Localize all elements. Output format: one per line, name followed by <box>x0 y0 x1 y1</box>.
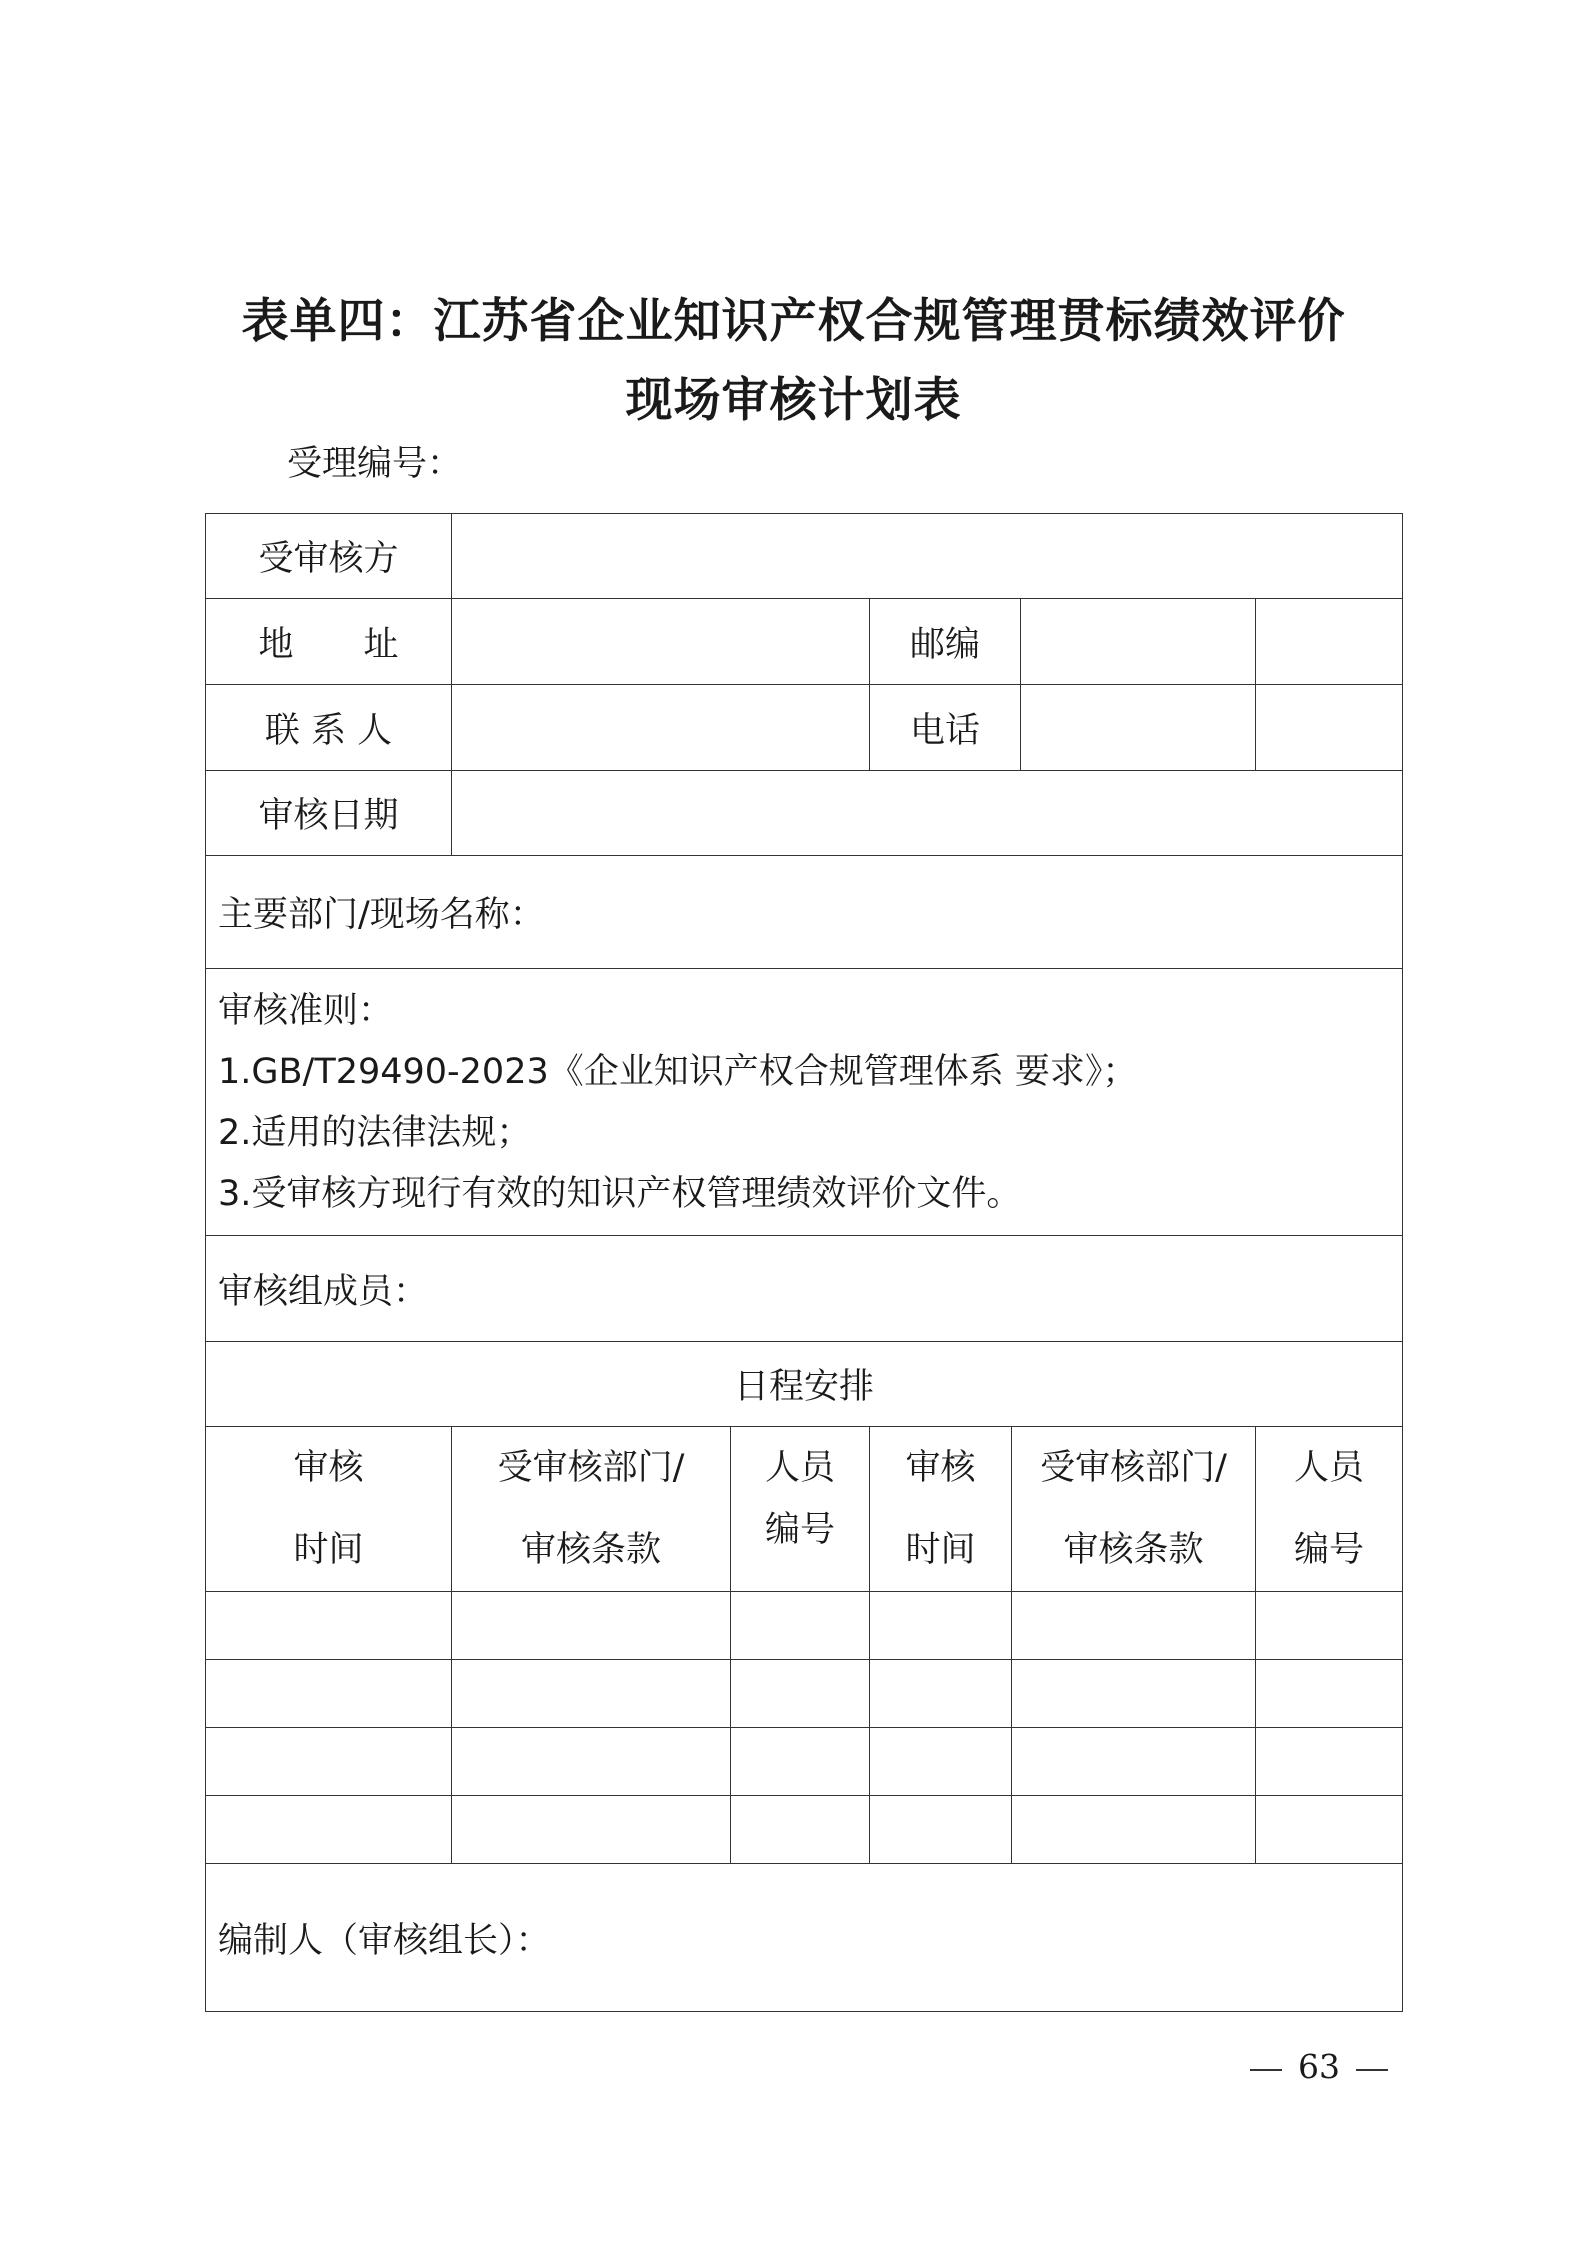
page-number-dash-left <box>1250 2069 1282 2071</box>
address-value[interactable] <box>452 599 870 685</box>
auditee-value[interactable] <box>452 514 1403 599</box>
table-cell[interactable] <box>1012 1660 1256 1728</box>
criteria-item-3: 3.受审核方现行有效的知识产权管理绩效评价文件。 <box>218 1174 1022 1214</box>
audit-date-value[interactable] <box>452 771 1403 856</box>
header-text: 审核 <box>905 1448 976 1488</box>
header-staff-no <box>731 1427 870 1592</box>
acceptance-number-label: 受理编号： <box>287 444 463 484</box>
header-dept-clause <box>452 1427 731 1592</box>
contact-label: 联 系 人 <box>206 685 452 771</box>
header-text: 人员 <box>1294 1448 1365 1488</box>
table-cell[interactable] <box>206 1592 452 1660</box>
header-text: 时间 <box>293 1530 364 1570</box>
preparer-field[interactable]: 编制人（审核组长）： <box>206 1864 1403 2012</box>
table-cell[interactable] <box>1256 1728 1403 1796</box>
auditee-label: 受审核方 <box>206 514 452 599</box>
table-cell[interactable] <box>1012 1592 1256 1660</box>
table-cell[interactable] <box>731 1660 870 1728</box>
header-audit-time-2 <box>870 1427 1012 1592</box>
criteria-title: 审核准则： <box>218 991 394 1031</box>
table-cell[interactable] <box>870 1592 1012 1660</box>
table-cell[interactable] <box>1012 1728 1256 1796</box>
header-text: 时间 <box>905 1530 976 1570</box>
table-cell[interactable] <box>870 1796 1012 1864</box>
address-label: 地 址 <box>206 599 452 685</box>
phone-label: 电话 <box>870 685 1021 770</box>
audit-date-label: 审核日期 <box>206 771 452 856</box>
table-row <box>206 1796 1403 1864</box>
table-row <box>206 1728 1403 1796</box>
table-cell[interactable] <box>452 1660 731 1728</box>
header-dept-clause-2 <box>1012 1427 1256 1592</box>
table-cell[interactable] <box>731 1728 870 1796</box>
schedule-heading: 日程安排 <box>206 1342 1403 1427</box>
header-text: 受审核部门/ <box>1040 1448 1227 1488</box>
form-title-line-1: 表单四：江苏省企业知识产权合规管理贯标绩效评价 <box>241 294 1346 349</box>
dept-site-field[interactable]: 主要部门/现场名称： <box>206 856 1403 969</box>
criteria-item-1: 1.GB/T29490-2023《企业知识产权合规管理体系 要求》； <box>218 1052 1138 1092</box>
table-cell[interactable] <box>870 1728 1012 1796</box>
header-text: 编号 <box>764 1510 835 1550</box>
header-staff-no-2 <box>1256 1427 1403 1592</box>
phone-value-extra[interactable] <box>1256 685 1403 771</box>
header-text: 受审核部门/ <box>497 1448 685 1488</box>
header-text: 人员 <box>764 1448 835 1488</box>
table-cell[interactable] <box>452 1796 731 1864</box>
table-cell[interactable] <box>731 1796 870 1864</box>
audit-criteria-block <box>206 969 1403 1236</box>
criteria-item-2: 2.适用的法律法规； <box>218 1113 532 1153</box>
header-text: 编号 <box>1294 1530 1365 1570</box>
header-text: 审核 <box>293 1448 364 1488</box>
contact-value[interactable] <box>452 685 870 771</box>
table-cell[interactable] <box>1012 1796 1256 1864</box>
table-cell[interactable] <box>1256 1796 1403 1864</box>
table-row <box>206 1660 1403 1728</box>
table-row <box>206 1592 1403 1660</box>
postcode-value-extra[interactable] <box>1256 599 1403 685</box>
table-cell[interactable] <box>206 1796 452 1864</box>
table-cell[interactable] <box>206 1728 452 1796</box>
postcode-label: 邮编 <box>870 599 1021 684</box>
postcode-value[interactable] <box>1021 599 1256 684</box>
audit-team-field[interactable]: 审核组成员： <box>206 1236 1403 1342</box>
table-cell[interactable] <box>731 1592 870 1660</box>
audit-plan-table <box>205 513 1403 2012</box>
table-cell[interactable] <box>452 1592 731 1660</box>
header-text: 审核条款 <box>1063 1530 1204 1570</box>
header-text: 审核条款 <box>520 1530 661 1570</box>
table-cell[interactable] <box>870 1660 1012 1728</box>
phone-value[interactable] <box>1021 685 1256 770</box>
page-number: 63 <box>1298 2047 1340 2086</box>
table-cell[interactable] <box>206 1660 452 1728</box>
header-audit-time <box>206 1427 452 1592</box>
table-cell[interactable] <box>1256 1660 1403 1728</box>
form-title-line-2: 现场审核计划表 <box>625 373 962 428</box>
page-number-dash-right <box>1356 2069 1388 2071</box>
table-cell[interactable] <box>1256 1592 1403 1660</box>
table-cell[interactable] <box>452 1728 731 1796</box>
